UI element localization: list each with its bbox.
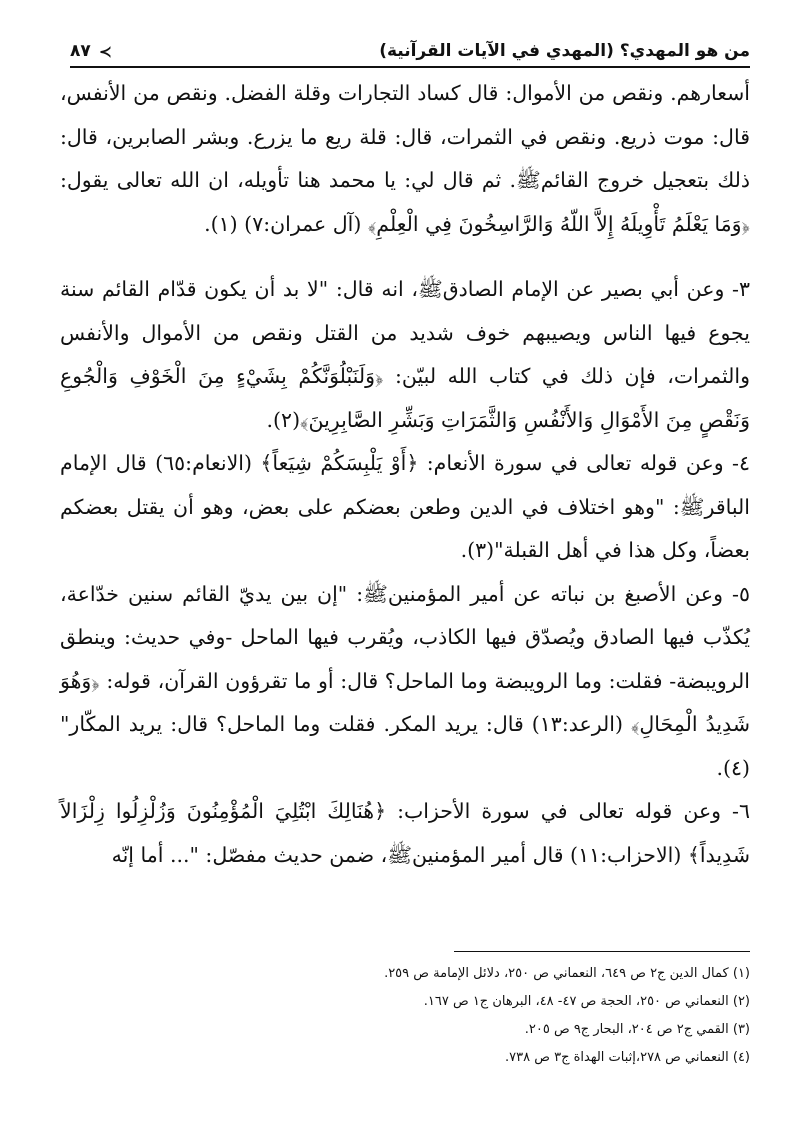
footnote: (٤) النعماني ص ٢٧٨،إثبات الهداة ج٣ ص ٧٣٨. [505,1050,750,1065]
paragraph: ٤- وعن قوله تعالى في سورة الأنعام: ﴿أَوْ يَلْبِسَكُمْ شِيَعاً﴾ (الانعام:٦٥) قال الإمام الباقرﷺ: "وهو اختلاف في الدين وطعن بعضكم على بعض، وهو أن يقتل بعضكم بعضاً، وكل هذا في أهل القبلة"(٣). [60,451,750,562]
main-text [60,72,750,877]
page-number: ٨٧ [70,41,91,61]
footnote: (١) كمال الدين ج٢ ص ٦٤٩، النعماني ص ٢٥٠، دلائل الإمامة ص ٢٥٩. [384,966,750,981]
header-title: من هو المهدي؟ (المهدي في الآيات القرآنية) [379,41,750,61]
footnote: (٢) النعماني ص ٢٥٠، الحجة ص ٤٧- ٤٨، البرهان ج١ ص ١٦٧. [423,994,750,1009]
footnotes [60,960,750,1072]
header-rule [70,66,750,68]
paragraph: ٣- وعن أبي بصير عن الإمام الصادقﷺ، انه قال: "لا بد أن يكون قدّام القائم سنة يجوع فيها الناس ويصيبهم خوف شديد من القتل ونقص من الأموال والأنفس والثمرات، فإن ذلك في كتاب الله لبيّن: ﴿وَلَنَبْلُوَنَّكُمْ بِشَيْءٍ مِنَ الْخَوْفِ وَالْجُوعِ وَنَقْصٍ مِنَ الأَمْوَالِ وَالأَنْفُسِ وَالثَّمَرَاتِ وَبَشِّرِ الصَّابِرِينَ﴾(٢). [60,277,750,432]
running-header [70,36,750,66]
header-arrow-icon: ≺ [98,41,113,61]
paragraph: أسعارهم. ونقص من الأموال: قال كساد التجارات وقلة الفضل. ونقص من الأنفس، قال: موت ذريع. ونقص في الثمرات، قال: قلة ريع ما يزرع. وبشر الصابرين، قال: ذلك بتعجيل خروج القائمﷺ. ثم قال لي: يا محمد هنا تأويله، ان الله تعالى يقول: ﴿وَمَا يَعْلَمُ تَأْوِيلَهُ إِلاَّ اللّهُ وَالرَّاسِخُونَ فِي الْعِلْمِ﴾ (آل عمران:٧) (١). [60,81,750,236]
footnote: (٣) القمي ج٢ ص ٢٠٤، البحار ج٩ ص ٢٠٥. [524,1022,750,1037]
paragraph: ٦- وعن قوله تعالى في سورة الأحزاب: ﴿هُنَالِكَ ابْتُلِيَ الْمُؤْمِنُونَ وَزُلْزِلُوا زِلْزَالاً شَدِيداً﴾ (الاحزاب:١١) قال أمير المؤمنينﷺ، ضمن حديث مفصّل: "... أما إنّه [60,799,750,867]
page-number-group [70,41,112,61]
footnote-rule [454,951,750,952]
paragraph: ٥- وعن الأصبغ بن نباته عن أمير المؤمنينﷺ: "إن بين يديّ القائم سنين خدّاعة، يُكذّب فيها الصادق ويُصدّق فيها الكاذب، ويُقرب فيها الماحل -وفي حديث: وينطق الرويبضة- فقلت: وما الرويبضة وما الماحل؟ قال: أو ما تقرؤون القرآن، قوله: ﴿وَهُوَ شَدِيدُ الْمِحَالِ﴾ (الرعد:١٣) قال: يريد المكر. فقلت وما الماحل؟ قال: يريد المكّار"(٤). [60,581,750,780]
